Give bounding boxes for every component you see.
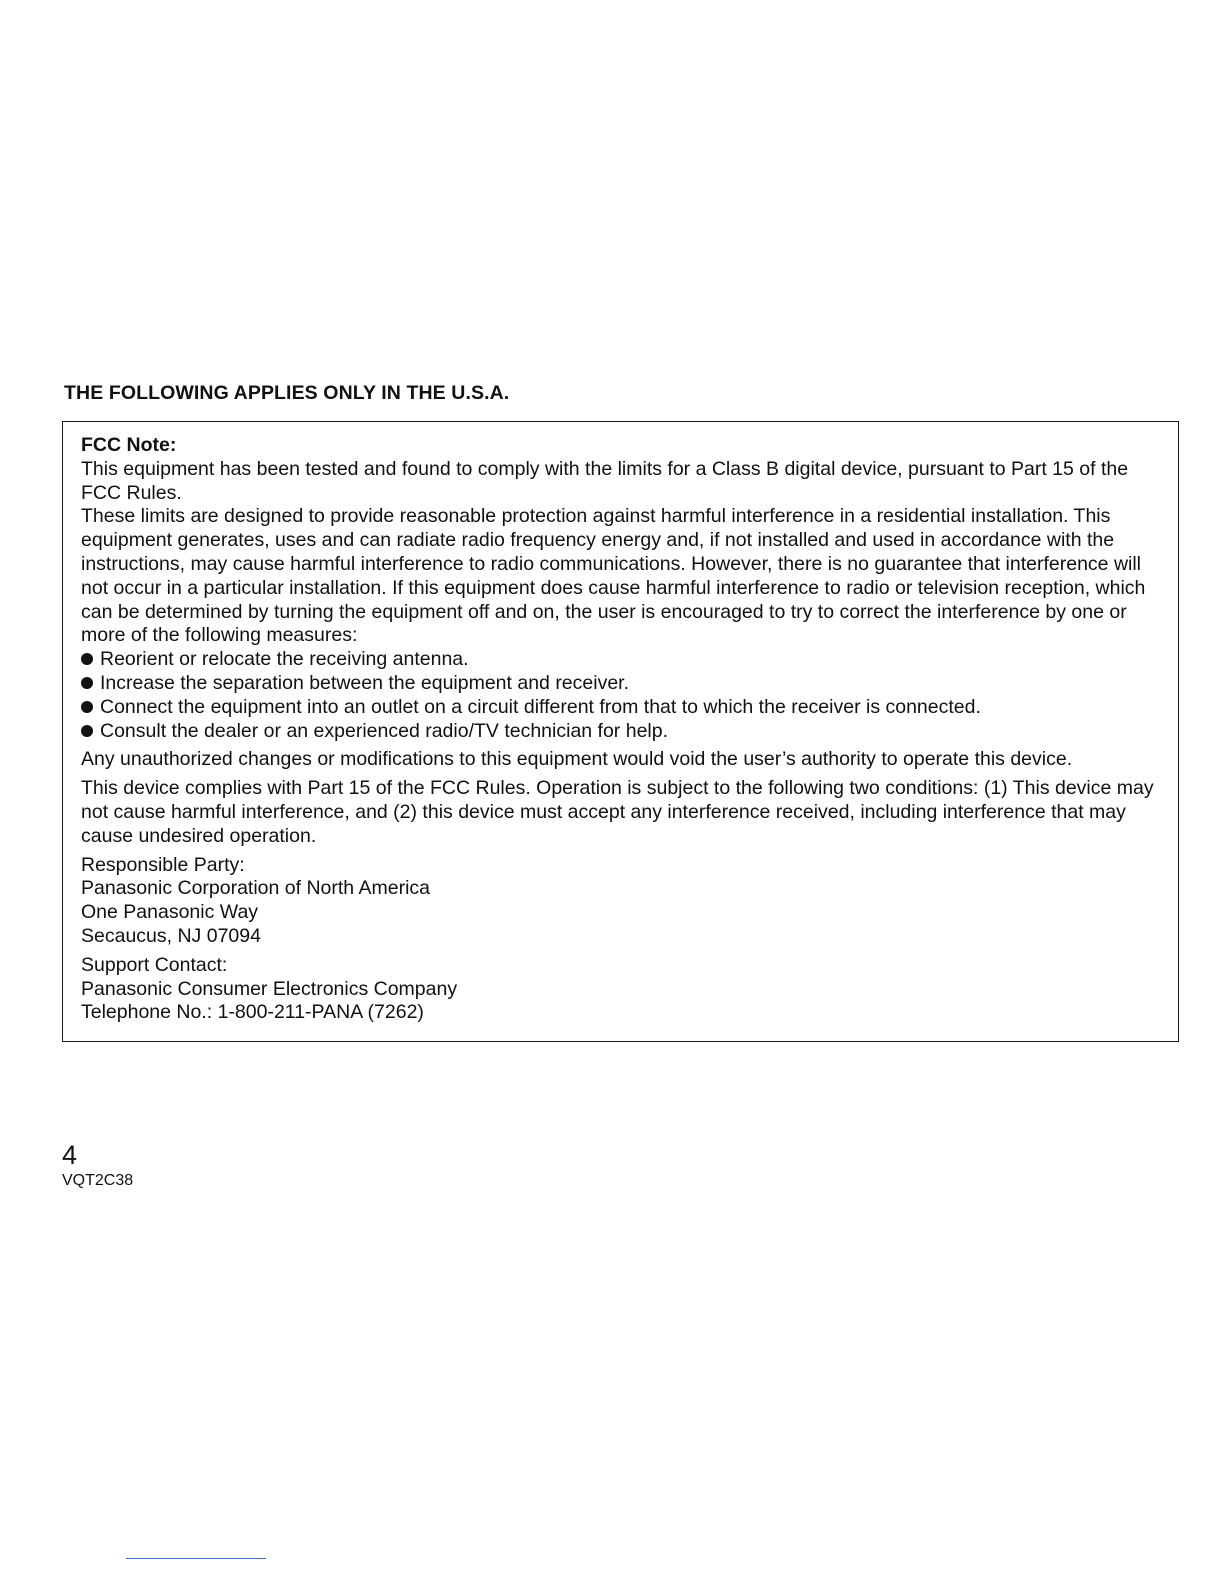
fcc-paragraph-compliance: This equipment has been tested and found to comply with the limits for a Class B digital device, pursuant to Part 15 of the FCC Rules. bbox=[81, 457, 1129, 504]
bullet-icon bbox=[81, 677, 93, 689]
bottom-rule bbox=[126, 1558, 266, 1559]
bullet-icon bbox=[81, 701, 93, 713]
measures-list bbox=[81, 648, 1158, 743]
list-item bbox=[81, 720, 1158, 744]
list-item bbox=[81, 672, 1158, 696]
support-contact-company: Panasonic Consumer Electronics Company bbox=[81, 977, 458, 1000]
bullet-icon bbox=[81, 725, 93, 737]
bullet-icon bbox=[81, 653, 93, 665]
fcc-paragraph-limits: These limits are designed to provide reasonable protection against harmful interference in a residential installation. This equipment generates, uses and can radiate radio frequency energy and, if not installed and used in accordance with the instructions, may cause harmful interference to radio communications. However, there is no guarantee that interference will not occur in a particular installation. If this equipment does cause harmful interference to radio or television reception, which can be determined by turning the equipment off and on, the user is encouraged to try to correct the interference by one or more of the following measures: bbox=[81, 505, 1146, 647]
fcc-paragraph-part15: This device complies with Part 15 of the FCC Rules. Operation is subject to the following two conditions: (1) This device may not cause harmful interference, and (2) this device must accept any interference received, including interference that may cause undesired operation. bbox=[81, 777, 1154, 847]
document-code: VQT2C38 bbox=[62, 1172, 134, 1189]
fcc-note-title: FCC Note: bbox=[81, 434, 177, 456]
list-item bbox=[81, 696, 1158, 720]
fcc-paragraph-modifications: Any unauthorized changes or modifications to this equipment would void the user’s authority to operate this device. bbox=[81, 748, 1073, 771]
measure-text: Connect the equipment into an outlet on a circuit different from that to which the receiver is connected. bbox=[100, 695, 981, 718]
fcc-note-box bbox=[62, 421, 1179, 1042]
responsible-party-street: One Panasonic Way bbox=[81, 901, 259, 924]
measure-text: Consult the dealer or an experienced radio/TV technician for help. bbox=[100, 719, 669, 742]
responsible-party-block bbox=[81, 854, 1158, 949]
list-item bbox=[81, 648, 1158, 672]
responsible-party-label: Responsible Party: bbox=[81, 853, 245, 876]
responsible-party-city: Secaucus, NJ 07094 bbox=[81, 924, 261, 947]
support-contact-label: Support Contact: bbox=[81, 953, 228, 976]
support-contact-telephone: Telephone No.: 1-800-211-PANA (7262) bbox=[81, 1001, 424, 1024]
support-contact-block bbox=[81, 954, 1158, 1025]
measure-text: Reorient or relocate the receiving antenna. bbox=[100, 648, 469, 671]
section-heading: THE FOLLOWING APPLIES ONLY IN THE U.S.A. bbox=[64, 382, 510, 404]
page-number: 4 bbox=[62, 1140, 78, 1170]
responsible-party-company: Panasonic Corporation of North America bbox=[81, 877, 431, 900]
measure-text: Increase the separation between the equipment and receiver. bbox=[100, 671, 630, 694]
